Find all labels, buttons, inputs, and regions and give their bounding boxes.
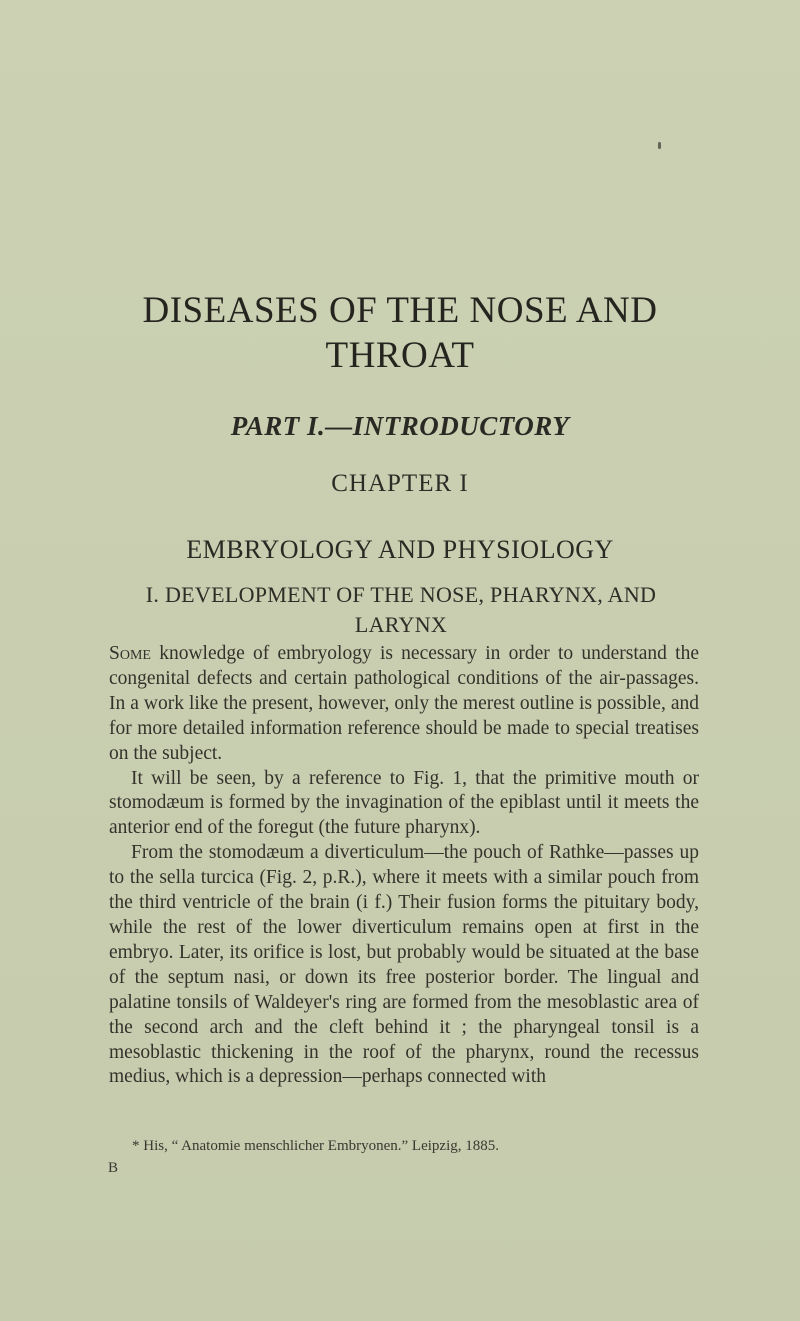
chapter-number: CHAPTER I bbox=[331, 470, 469, 497]
footnote: * His, “ Anatomie menschlicher Embryonen.” Leipzig, 1885. bbox=[132, 1138, 499, 1154]
paragraph-3: From the stomodæum a diverticulum—the pouch of Rathke—passes up to the sella turcica (Fig. 2, p.R.), where it meets with a similar pouch from the third ventricle of the brain (i f.) Their fusion forms the pituitary body, while the rest of the lower diverticulum remains open at first in the embryo. Later, its orifice is lost, but probably would be situated at the base of the septum nasi, or down its free posterior border. The lingual and palatine tonsils of Waldeyer's ring are formed from the mesoblastic area of the second arch and the cleft behind it ; the pharyngeal tonsil is a mesoblastic thickening in the roof of the pharynx, round the recessus medius, which is a depression—perhaps connected with bbox=[109, 842, 699, 1088]
body-text bbox=[109, 642, 699, 1090]
book-title: DISEASES OF THE NOSE AND THROAT bbox=[142, 290, 658, 376]
part-heading: PART I.—INTRODUCTORY bbox=[230, 411, 570, 441]
section-title: I. DEVELOPMENT OF THE NOSE, PHARYNX, AND LARYNX bbox=[145, 582, 657, 637]
chapter-title: EMBRYOLOGY AND PHYSIOLOGY bbox=[186, 535, 614, 564]
paragraph-1 bbox=[109, 642, 699, 767]
paragraph-lead-word: Some bbox=[109, 643, 151, 664]
paragraph-2: It will be seen, by a reference to Fig. 1, that the primitive mouth or stomodæum is formed by the invagination of the epiblast until it meets the anterior end of the foregut (the future pharynx). bbox=[109, 767, 699, 839]
paper-speck bbox=[658, 142, 661, 149]
paragraph-1-text: knowledge of embryology is necessary in order to understand the congenital defects and certain pathological conditions of the air-passages. In a work like the present, however, only the merest outline is possible, and for more detailed information reference should be made to special treatises on the subject. bbox=[109, 643, 699, 764]
signature-mark: B bbox=[108, 1160, 119, 1176]
